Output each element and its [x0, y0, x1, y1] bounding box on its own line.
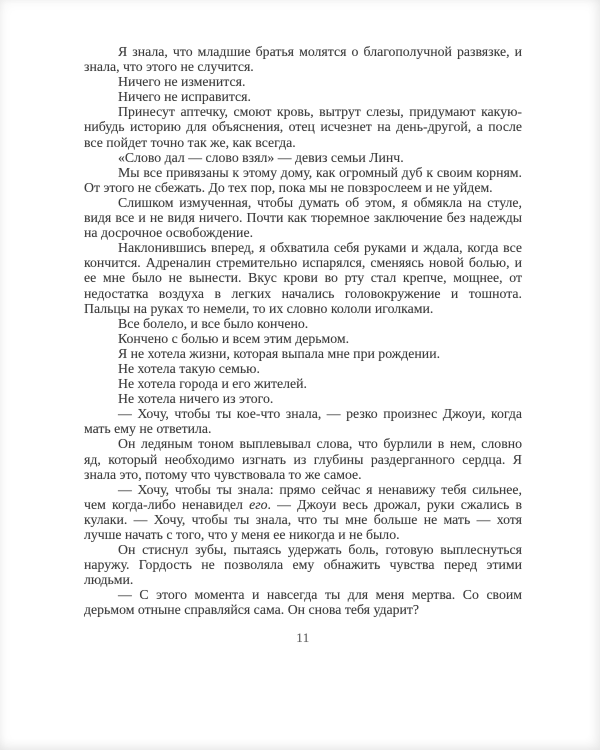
- paragraph: [84, 331, 522, 346]
- paragraph: [84, 104, 522, 149]
- paragraph: [84, 376, 522, 391]
- italic-text: его: [249, 496, 268, 512]
- text-segment: Я не хотела жизни, которая выпала мне при рождении.: [118, 345, 441, 361]
- text-segment: — Хочу, чтобы ты кое-что знала, — резко произнес Джоуи, когда мать ему не ответила.: [84, 406, 522, 437]
- paragraph: [84, 391, 522, 406]
- paragraph: [84, 406, 522, 436]
- text-segment: Слишком измученная, чтобы думать об этом, я обмякла на стуле, видя все и не видя ничего. Почти как тюремное заключение без надежды на досрочное освобождение.: [84, 194, 522, 241]
- text-segment: — С этого момента и навсегда ты для меня мертва. Со своим дерьмом отныне справляйся сама. Он снова тебя ударит?: [84, 587, 522, 618]
- text-segment: «Слово дал — слово взял» — девиз семьи Линч.: [118, 149, 404, 165]
- text-segment: Ничего не изменится.: [118, 74, 246, 90]
- paragraph: [84, 44, 522, 74]
- text-segment: . — Джоуи весь дрожал, руки сжались в кулаки. — Хочу, чтобы ты знала, что ты мне больше не мать — хотя лучше начать с того, что у меня ее никогда и не было.: [84, 496, 522, 542]
- text-segment: Он стиснул зубы, пытаясь удержать боль, готовую выплеснуться наружу. Гордость не позволяла ему обнажить чувства перед этими людьми.: [84, 542, 522, 588]
- paragraph: [84, 346, 522, 361]
- paragraph: [84, 165, 522, 195]
- text-segment: Мы все привязаны к этому дому, как огромный дуб к своим корням. От этого не сбежать. До тех пор, пока мы не повзрослеем и не уйдем.: [84, 164, 522, 195]
- paragraph: [84, 361, 522, 376]
- text-segment: Не хотела ничего из этого.: [118, 391, 274, 407]
- text-segment: Принесут аптечку, смоют кровь, вытрут слезы, придумают какую-нибудь историю для объяснения, отец исчезнет на день-другой, а после все пойдет точно так же, как всегда.: [84, 104, 522, 150]
- paragraph: [84, 542, 522, 587]
- paragraph: [84, 316, 522, 331]
- paragraph: [84, 240, 522, 315]
- paragraph: [84, 74, 522, 89]
- text-segment: — Хочу, чтобы ты знала: прямо сейчас я ненавижу тебя сильнее, чем когда-либо ненавидел: [84, 481, 522, 512]
- paragraph: [84, 482, 522, 542]
- text-segment: Не хотела такую семью.: [118, 360, 260, 376]
- text-segment: Он ледяным тоном выплевывал слова, что бурлили в нем, словно яд, который необходимо изгнать из глубины раздерганного сердца. Я знала это, потому что чувствовала то же самое.: [84, 436, 522, 482]
- paragraph: [84, 195, 522, 240]
- text-segment: Наклонившись вперед, я обхватила себя руками и ждала, когда все кончится. Адреналин стремительно испарялся, сменяясь новой болью, и ее мне было не вынести. Вкус крови во рту стал крепче, мощнее, от недостатка воздуха в легких начались головокружение и тошнота. Пальцы на руках то немели, то их словно кололи иголками.: [84, 240, 522, 316]
- text-segment: Все болело, и все было кончено.: [118, 315, 309, 331]
- paragraph: [84, 150, 522, 165]
- text-segment: Я знала, что младшие братья молятся о благополучной развязке, и знала, что этого не случится.: [84, 44, 522, 75]
- page-number: 11: [296, 629, 310, 645]
- text-segment: Не хотела города и его жителей.: [118, 376, 307, 392]
- page-text: [84, 44, 522, 645]
- text-segment: Кончено с болью и всем этим дерьмом.: [118, 330, 350, 346]
- paragraph: [84, 587, 522, 617]
- paragraph: [84, 436, 522, 481]
- paragraph: [84, 89, 522, 104]
- text-segment: Ничего не исправится.: [118, 89, 251, 105]
